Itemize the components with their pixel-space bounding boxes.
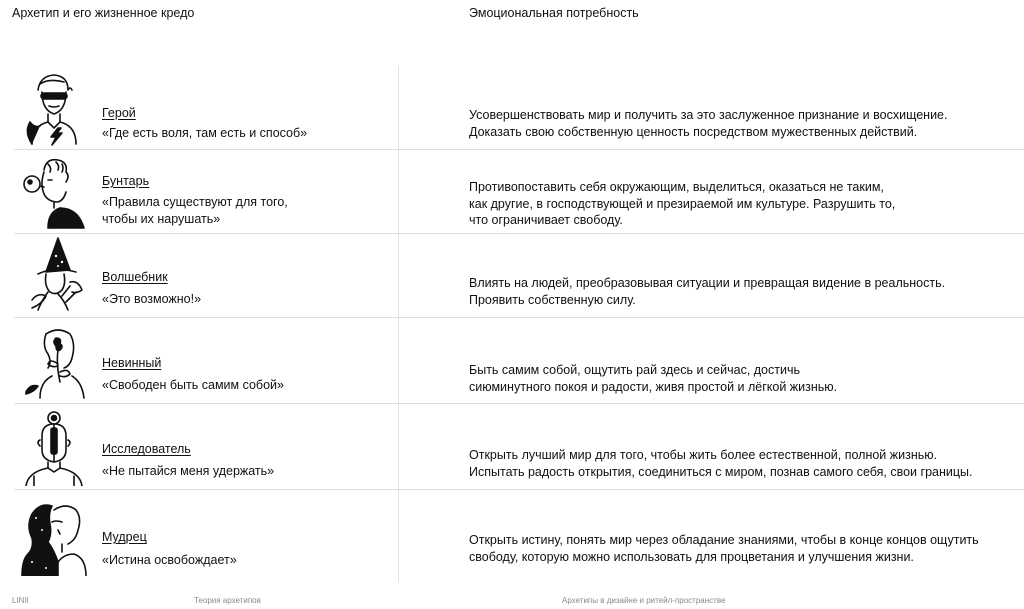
emotional-need-text: Открыть истину, понять мир через обладание знаниями, чтобы в конце концов ощутить свободу, которую можно использовать для процветания и улучшения жизни. [469,533,979,564]
archetype-motto: «Где есть воля, там есть и способ» [102,126,308,140]
archetype-motto: «Истина освобождает» [102,553,237,567]
footer-title: Теория архетипов [194,596,261,605]
column-header-need: Эмоциональная потребность [469,6,639,20]
table-row [14,490,1024,582]
table-row [14,150,1024,234]
footer-brand: LINII [12,596,29,605]
archetype-name-link[interactable]: Герой [102,106,136,120]
column-header-archetype: Архетип и его жизненное кредо [12,6,195,20]
innocent-illustration-icon [18,324,90,400]
archetype-motto: «Правила существуют для того, чтобы их нарушать» [102,195,288,226]
sage-illustration-icon [18,500,90,576]
rebel-illustration-icon [18,154,90,230]
archetype-name-link[interactable]: Бунтарь [102,174,150,188]
archetype-name-link[interactable]: Исследователь [102,442,191,456]
wizard-illustration-icon [18,236,90,312]
archetype-motto: «Свободен быть самим собой» [102,378,284,392]
emotional-need-text: Быть самим собой, ощутить рай здесь и сейчас, достичь сиюминутного покоя и радости, живя простой и лёгкой жизнью. [469,363,838,394]
footer-subtitle: Архетипы в дизайне и ритейл-пространстве [562,596,726,605]
archetype-name-link[interactable]: Невинный [102,356,162,370]
hero-illustration-icon [18,70,90,146]
emotional-need-text: Влиять на людей, преобразовывая ситуации и превращая видение в реальность. Проявить собственную силу. [469,276,946,307]
table-row [14,234,1024,318]
table-row [14,318,1024,404]
archetype-name-link[interactable]: Волшебник [102,270,168,284]
archetype-motto: «Это возможно!» [102,292,202,306]
emotional-need-text: Противопоставить себя окружающим, выделиться, оказаться не таким, как другие, в господствующей и презираемой им культуре. Разрушить то, что ограничивает свободу. [469,180,896,227]
table-row [14,66,1024,150]
archetype-name-link[interactable]: Мудрец [102,530,147,544]
emotional-need-text: Усовершенствовать мир и получить за это заслуженное признание и восхищение. Доказать свою собственную ценность посредством мужественных действий. [469,108,948,139]
table-row [14,404,1024,490]
emotional-need-text: Открыть лучший мир для того, чтобы жить более естественной, полной жизнью. Испытать радость открытия, соединиться с миром, познав самого себя, свои границы. [469,448,973,479]
archetype-motto: «Не пытайся меня удержать» [102,464,275,478]
explorer-illustration-icon [18,410,90,486]
